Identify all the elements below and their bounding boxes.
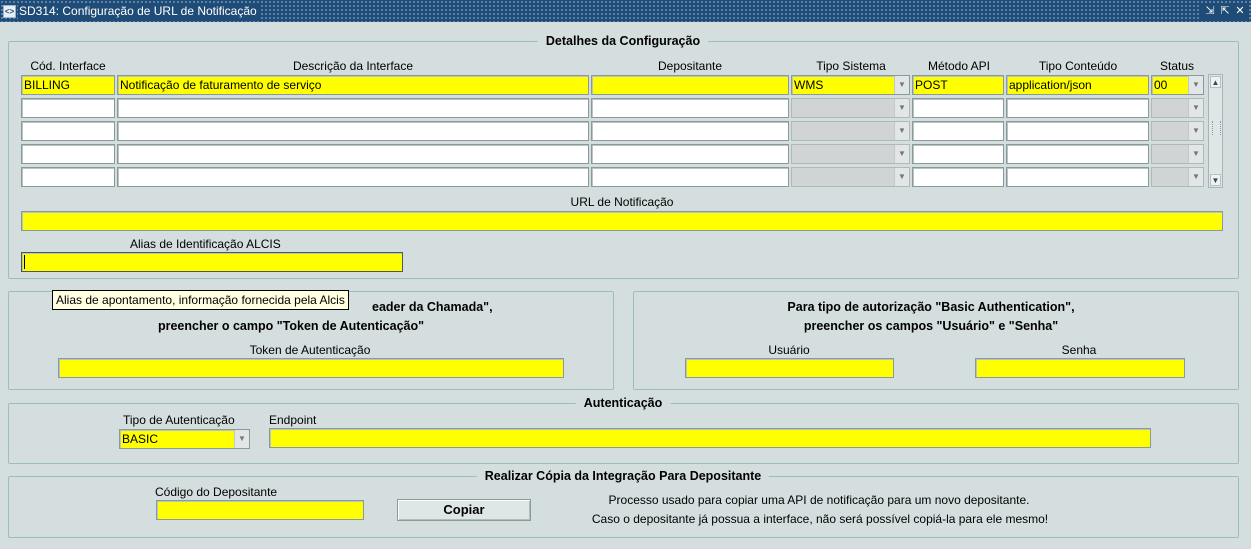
app-icon: <> (4, 7, 15, 16)
close-icon[interactable]: ✕ (1235, 5, 1245, 17)
scroll-down-icon[interactable]: ▼ (1211, 176, 1220, 185)
col-header-status: Status (1159, 59, 1195, 73)
row4-tipo-conteudo[interactable] (1006, 144, 1149, 164)
row3-metodo-api[interactable] (912, 121, 1004, 141)
minimize-icon[interactable]: ⇲ (1205, 5, 1215, 17)
depositante-code-label: Código do Depositante (155, 485, 278, 499)
auth-type-label: Tipo de Autenticação (123, 413, 235, 427)
row3-cod-interface[interactable] (21, 121, 115, 141)
token-input[interactable] (58, 358, 564, 378)
row1-status-select[interactable] (1151, 75, 1204, 95)
row4-depositante[interactable] (591, 144, 789, 164)
url-label: URL de Notificação (570, 195, 674, 209)
row5-status-select[interactable] (1151, 167, 1204, 187)
copy-frame-title: Realizar Cópia da Integração Para Depositante (477, 469, 769, 483)
row1-descricao[interactable]: Notificação de faturamento de serviço (117, 75, 589, 95)
row4-metodo-api[interactable] (912, 144, 1004, 164)
config-frame-title: Detalhes da Configuração (538, 34, 708, 48)
row3-status-select[interactable] (1151, 121, 1204, 141)
row4-tipo-sistema-select[interactable] (791, 144, 910, 164)
chevron-down-icon[interactable]: ▼ (1188, 168, 1203, 186)
scroll-up-icon[interactable]: ▲ (1211, 78, 1220, 87)
row1-tipo-sistema-value: WMS (794, 78, 824, 92)
row2-descricao[interactable] (117, 98, 589, 118)
window-title: SD314: Configuração de URL de Notificação (18, 3, 261, 19)
copy-info-line2: Caso o depositante já possua a interface, não será possível copiá-la para ele mesmo! (591, 512, 1049, 526)
chevron-down-icon[interactable]: ▼ (894, 122, 909, 140)
row2-depositante[interactable] (591, 98, 789, 118)
basic-instruction-line2: preencher os campos "Usuário" e "Senha" (803, 319, 1059, 333)
row1-metodo-api[interactable]: POST (912, 75, 1004, 95)
chevron-down-icon[interactable]: ▼ (894, 99, 909, 117)
chevron-down-icon[interactable]: ▼ (1188, 76, 1203, 94)
row5-tipo-conteudo[interactable] (1006, 167, 1149, 187)
copy-button[interactable]: Copiar (397, 499, 531, 521)
alias-tooltip: Alias de apontamento, informação fornecida pela Alcis (52, 290, 349, 310)
row4-cod-interface[interactable] (21, 144, 115, 164)
token-instruction-line1: eader da Chamada", (372, 300, 493, 314)
col-header-tipo-conteudo: Tipo Conteúdo (1038, 59, 1118, 73)
row5-depositante[interactable] (591, 167, 789, 187)
col-header-tipo-sistema: Tipo Sistema (816, 59, 886, 73)
col-header-depositante: Depositante (657, 59, 723, 73)
row5-metodo-api[interactable] (912, 167, 1004, 187)
scroll-thumb-grip-icon[interactable] (1212, 121, 1221, 135)
auth-type-select[interactable] (119, 429, 250, 449)
user-input[interactable] (685, 358, 894, 378)
token-label: Token de Autenticação (249, 343, 371, 357)
row4-status-select[interactable] (1151, 144, 1204, 164)
row4-descricao[interactable] (117, 144, 589, 164)
row5-descricao[interactable] (117, 167, 589, 187)
chevron-down-icon[interactable]: ▼ (894, 145, 909, 163)
alias-input[interactable] (21, 252, 403, 272)
basic-instruction-line1: Para tipo de autorização "Basic Authentication", (787, 300, 1075, 314)
col-header-metodo-api: Método API (927, 59, 991, 73)
row2-tipo-conteudo[interactable] (1006, 98, 1149, 118)
row3-depositante[interactable] (591, 121, 789, 141)
row2-status-select[interactable] (1151, 98, 1204, 118)
records-scrollbar[interactable] (1208, 74, 1223, 188)
row1-tipo-sistema-select[interactable] (791, 75, 910, 95)
col-header-descricao: Descrição da Interface (292, 59, 414, 73)
copy-info-line1: Processo usado para copiar uma API de notificação para um novo depositante. (608, 493, 1030, 507)
chevron-down-icon[interactable]: ▼ (1188, 122, 1203, 140)
password-label: Senha (1061, 343, 1097, 357)
row5-tipo-sistema-select[interactable] (791, 167, 910, 187)
chevron-down-icon[interactable]: ▼ (894, 168, 909, 186)
depositante-code-input[interactable] (156, 500, 364, 520)
row2-metodo-api[interactable] (912, 98, 1004, 118)
chevron-down-icon[interactable]: ▼ (894, 76, 909, 94)
row1-tipo-conteudo[interactable]: application/json (1006, 75, 1149, 95)
row3-tipo-sistema-select[interactable] (791, 121, 910, 141)
window-controls (1201, 3, 1249, 19)
chevron-down-icon[interactable]: ▼ (1188, 99, 1203, 117)
row2-cod-interface[interactable] (21, 98, 115, 118)
endpoint-input[interactable] (269, 428, 1151, 448)
url-input[interactable] (21, 211, 1223, 231)
password-input[interactable] (975, 358, 1185, 378)
token-instruction-line2: preencher o campo "Token de Autenticação" (157, 319, 425, 333)
col-header-cod-interface: Cód. Interface (30, 59, 106, 73)
row3-tipo-conteudo[interactable] (1006, 121, 1149, 141)
maximize-icon[interactable]: ⇱ (1220, 5, 1230, 17)
chevron-down-icon[interactable]: ▼ (234, 430, 249, 448)
text-cursor (24, 255, 25, 269)
chevron-down-icon[interactable]: ▼ (1188, 145, 1203, 163)
endpoint-label: Endpoint (269, 413, 317, 427)
row3-descricao[interactable] (117, 121, 589, 141)
auth-frame-title: Autenticação (576, 396, 671, 410)
row1-depositante[interactable] (591, 75, 789, 95)
row5-cod-interface[interactable] (21, 167, 115, 187)
row1-cod-interface[interactable]: BILLING (21, 75, 115, 95)
auth-type-value: BASIC (122, 432, 159, 446)
user-label: Usuário (768, 343, 810, 357)
row2-tipo-sistema-select[interactable] (791, 98, 910, 118)
row1-status-value: 00 (1154, 78, 1168, 92)
alias-label: Alias de Identificação ALCIS (130, 237, 281, 251)
